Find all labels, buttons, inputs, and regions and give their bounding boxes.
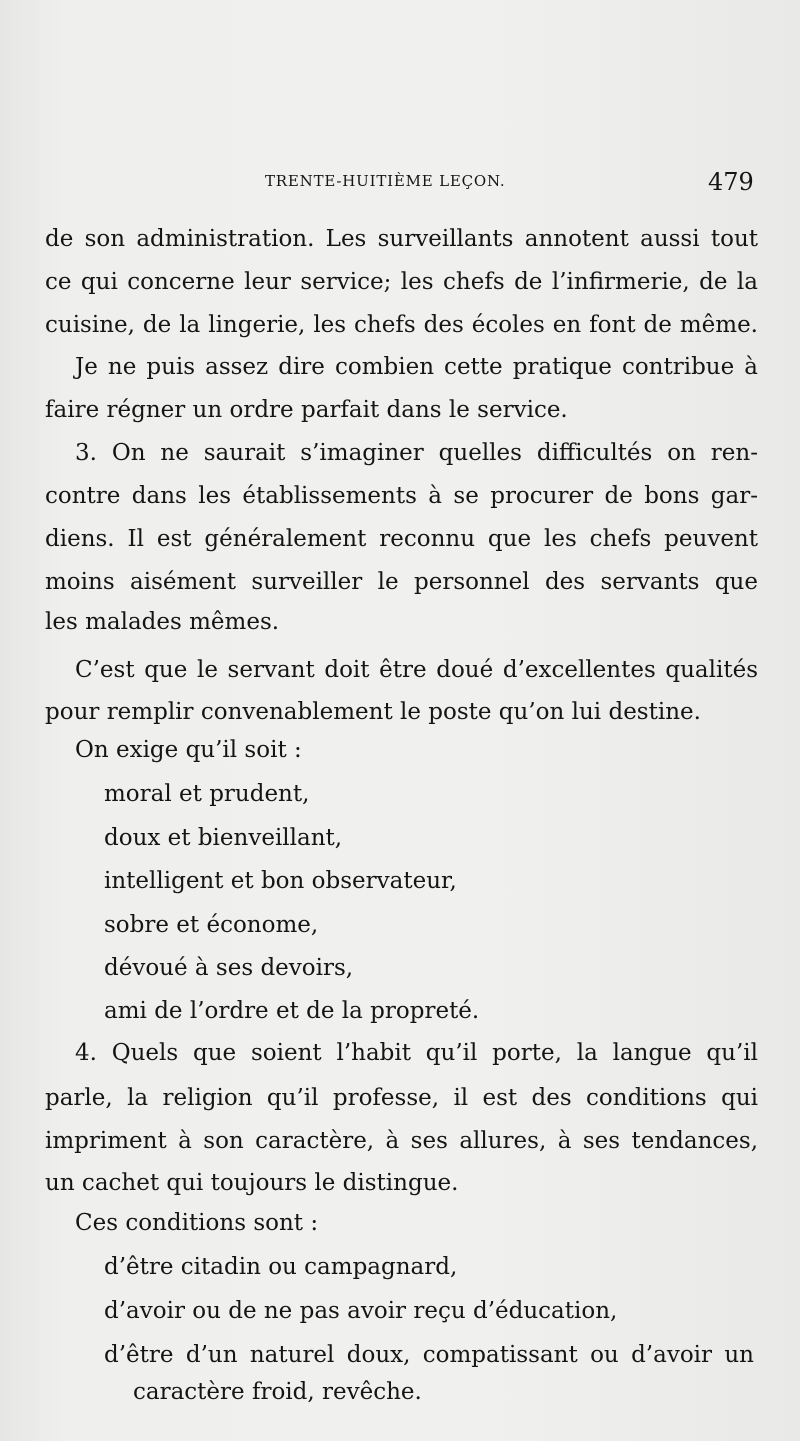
list-item: d’être d’un naturel doux, compatissant ou d’avoir un (104, 1342, 754, 1368)
text-line: cuisine, de la lingerie, les chefs des écoles en font de même. (45, 312, 758, 338)
text-line: diens. Il est généralement reconnu que les chefs peuvent (45, 526, 758, 552)
text-line: C’est que le servant doit être doué d’excellentes qualités (75, 657, 758, 683)
list-item: doux et bienveillant, (104, 825, 343, 851)
text-line: On exige qu’il soit : (75, 737, 302, 763)
list-item: sobre et économe, (104, 912, 319, 938)
text-line: ce qui concerne leur service; les chefs de l’infirmerie, de la (45, 269, 758, 295)
text-line: pour remplir convenablement le poste qu’on lui destine. (45, 699, 701, 725)
text-line: de son administration. Les surveillants annotent aussi tout (45, 226, 758, 252)
list-item: dévoué à ses devoirs, (104, 955, 354, 981)
text-line: Ces conditions sont : (75, 1210, 319, 1236)
text-line: impriment à son caractère, à ses allures, à ses tendances, (45, 1128, 758, 1154)
text-line: moins aisément surveiller le personnel des servants que (45, 569, 758, 595)
text-line: Je ne puis assez dire combien cette pratique contribue à (75, 354, 758, 380)
text-line: contre dans les établissements à se procurer de bons gar- (45, 483, 758, 509)
text-line: parle, la religion qu’il professe, il est des conditions qui (45, 1085, 758, 1111)
list-item: ami de l’ordre et de la propreté. (104, 998, 480, 1024)
text-line: faire régner un ordre parfait dans le service. (45, 397, 568, 423)
list-item-continuation: caractère froid, revêche. (133, 1379, 422, 1405)
text-line: les malades mêmes. (45, 609, 280, 635)
list-item: intelligent et bon observateur, (104, 868, 457, 894)
text-line: 4. Quels que soient l’habit qu’il porte, la langue qu’il (75, 1040, 758, 1066)
text-line: 3. On ne saurait s’imaginer quelles difficultés on ren- (75, 440, 758, 466)
list-item: d’avoir ou de ne pas avoir reçu d’éducation, (104, 1298, 618, 1324)
page-number: 479 (708, 168, 754, 196)
list-item: d’être citadin ou campagnard, (104, 1254, 458, 1280)
text-line: un cachet qui toujours le distingue. (45, 1170, 459, 1196)
list-item: moral et prudent, (104, 781, 310, 807)
running-head: TRENTE-HUITIÈME LEÇON. (265, 172, 506, 190)
